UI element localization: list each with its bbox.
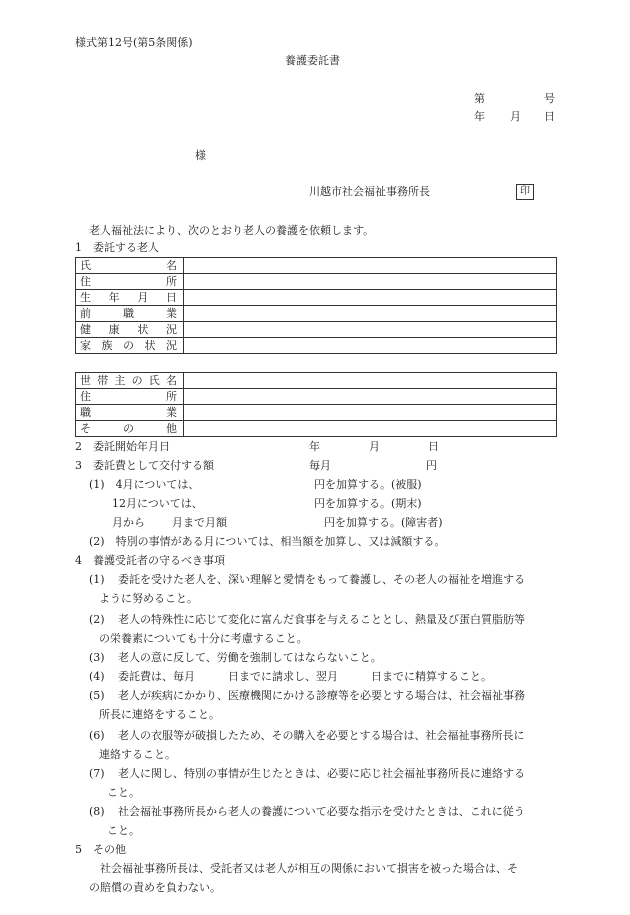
seal-stamp: 印: [516, 184, 534, 200]
section3-monthly: 毎月: [309, 459, 331, 472]
section4-item-3-num: (3): [89, 651, 105, 664]
table-row: [76, 373, 557, 389]
section2-year: 年: [309, 440, 320, 453]
section5-line1: 社会福祉事務所長は、受託者又は老人が相互の関係において損害を被った場合は、そ: [100, 862, 518, 875]
row-label: 家族の状況: [80, 339, 177, 352]
table-row: [76, 306, 557, 322]
section4-item-6-num: (6): [89, 729, 105, 742]
value-cell[interactable]: [184, 373, 557, 389]
section2-day: 日: [428, 440, 439, 453]
section4-item-5-line2: 所長に連絡をすること。: [99, 708, 220, 721]
table-row: [76, 405, 557, 421]
section3-yen: 円: [426, 459, 437, 472]
row-label: その他: [80, 422, 177, 435]
row-label: 生年月日: [80, 291, 177, 304]
value-cell[interactable]: [184, 405, 557, 421]
householder-info-table: [75, 372, 557, 437]
document-title: 養護委託書: [285, 54, 340, 67]
table-row: [76, 322, 557, 338]
section4-item-1-num: (1): [89, 573, 105, 586]
value-cell[interactable]: [184, 290, 557, 306]
section4-item-6-line1: 老人の衣服等が破損したため、その購入を必要とする場合は、社会福祉事務所長に: [118, 729, 525, 742]
section3-label: 3 委託費として交付する額: [75, 459, 214, 472]
date-month: 月: [510, 110, 521, 123]
section4-item-2-line2: の栄養素についても十分に考慮すること。: [99, 632, 308, 645]
section4-item-3-line1: 老人の意に反して、労働を強制してはならないこと。: [118, 651, 382, 664]
date-day: 日: [544, 110, 555, 123]
section3-item2: (2) 特別の事情がある月については、相当額を加算し、又は減額する。: [89, 535, 446, 548]
intro-text: 老人福祉法により、次のとおり老人の養護を依頼します。: [89, 224, 375, 237]
row-label: 氏名: [80, 259, 177, 272]
section3-item1-from-month: 月から: [112, 516, 145, 529]
section4-item-8-num: (8): [89, 805, 105, 818]
value-cell[interactable]: [184, 389, 557, 405]
table-row: [76, 338, 557, 354]
value-cell[interactable]: [184, 421, 557, 437]
table-row: [76, 389, 557, 405]
section3-item1-april: (1) 4月については、: [89, 478, 200, 491]
section4-item-4-num: (4): [89, 670, 105, 683]
section4-item-5-num: (5): [89, 689, 105, 702]
doc-number-dai: 第: [474, 92, 485, 105]
section4-item-6-line2: 連絡すること。: [99, 748, 176, 761]
section3-item1-december: 12月については、: [112, 497, 203, 510]
table-row: [76, 258, 557, 274]
value-cell[interactable]: [184, 306, 557, 322]
section4-item-7-line2: こと。: [107, 786, 140, 799]
section4-item-1-line1: 委託を受けた老人を、深い理解と愛情をもって養護し、その老人の福祉を増進する: [118, 573, 525, 586]
section4-item-7-line1: 老人に関し、特別の事情が生じたときは、必要に応じ社会福祉事務所長に連絡する: [118, 767, 525, 780]
doc-number-gou: 号: [544, 92, 555, 105]
table-row: [76, 290, 557, 306]
row-label: 世帯主の氏名: [80, 374, 177, 387]
row-label: 前職業: [80, 307, 177, 320]
section3-item1-april-tail: 円を加算する。(被服): [314, 478, 422, 491]
date-year: 年: [474, 110, 485, 123]
section4-item-8-line2: こと。: [107, 824, 140, 837]
row-label: 住所: [80, 275, 177, 288]
section5-line2: の賠償の責めを負わない。: [89, 881, 221, 894]
elder-info-table: [75, 257, 557, 354]
section5-heading: 5 その他: [75, 843, 126, 856]
row-label: 健康状況: [80, 323, 177, 336]
value-cell[interactable]: [184, 338, 557, 354]
table-row: [76, 274, 557, 290]
value-cell[interactable]: [184, 274, 557, 290]
value-cell[interactable]: [184, 322, 557, 338]
form-number: 様式第12号(第5条関係): [75, 36, 193, 49]
section1-heading: 1 委託する老人: [75, 241, 159, 254]
issuer-name: 川越市社会福祉事務所長: [309, 185, 430, 198]
section4-item-1-line2: ように努めること。: [99, 592, 198, 605]
section2-label: 2 委託開始年月日: [75, 440, 170, 453]
section4-item-2-line1: 老人の特殊性に応じて変化に富んだ食事を与えることとし、熱量及び蛋白質脂肪等: [118, 613, 525, 626]
section3-item1-disabled-tail: 円を加算する。(障害者): [324, 516, 443, 529]
section4-item-7-num: (7): [89, 767, 105, 780]
row-label: 住所: [80, 390, 177, 403]
section3-item1-december-tail: 円を加算する。(期末): [314, 497, 422, 510]
section4-heading: 4 養護受託者の守るべき事項: [75, 554, 225, 567]
section4-item-8-line1: 社会福祉事務所長から老人の養護について必要な指示を受けたときは、これに従う: [118, 805, 525, 818]
row-label: 職業: [80, 406, 177, 419]
section3-item1-to-month: 月まで月額: [172, 516, 227, 529]
section2-month: 月: [369, 440, 380, 453]
addressee-suffix: 様: [195, 149, 206, 162]
table-row: [76, 421, 557, 437]
section4-item-4-line1: 委託費は、毎月 日までに請求し、翌月 日までに精算すること。: [118, 670, 492, 683]
section4-item-5-line1: 老人が疾病にかかり、医療機関にかける診療等を必要とする場合は、社会福祉事務: [118, 689, 525, 702]
section4-item-2-num: (2): [89, 613, 105, 626]
value-cell[interactable]: [184, 258, 557, 274]
